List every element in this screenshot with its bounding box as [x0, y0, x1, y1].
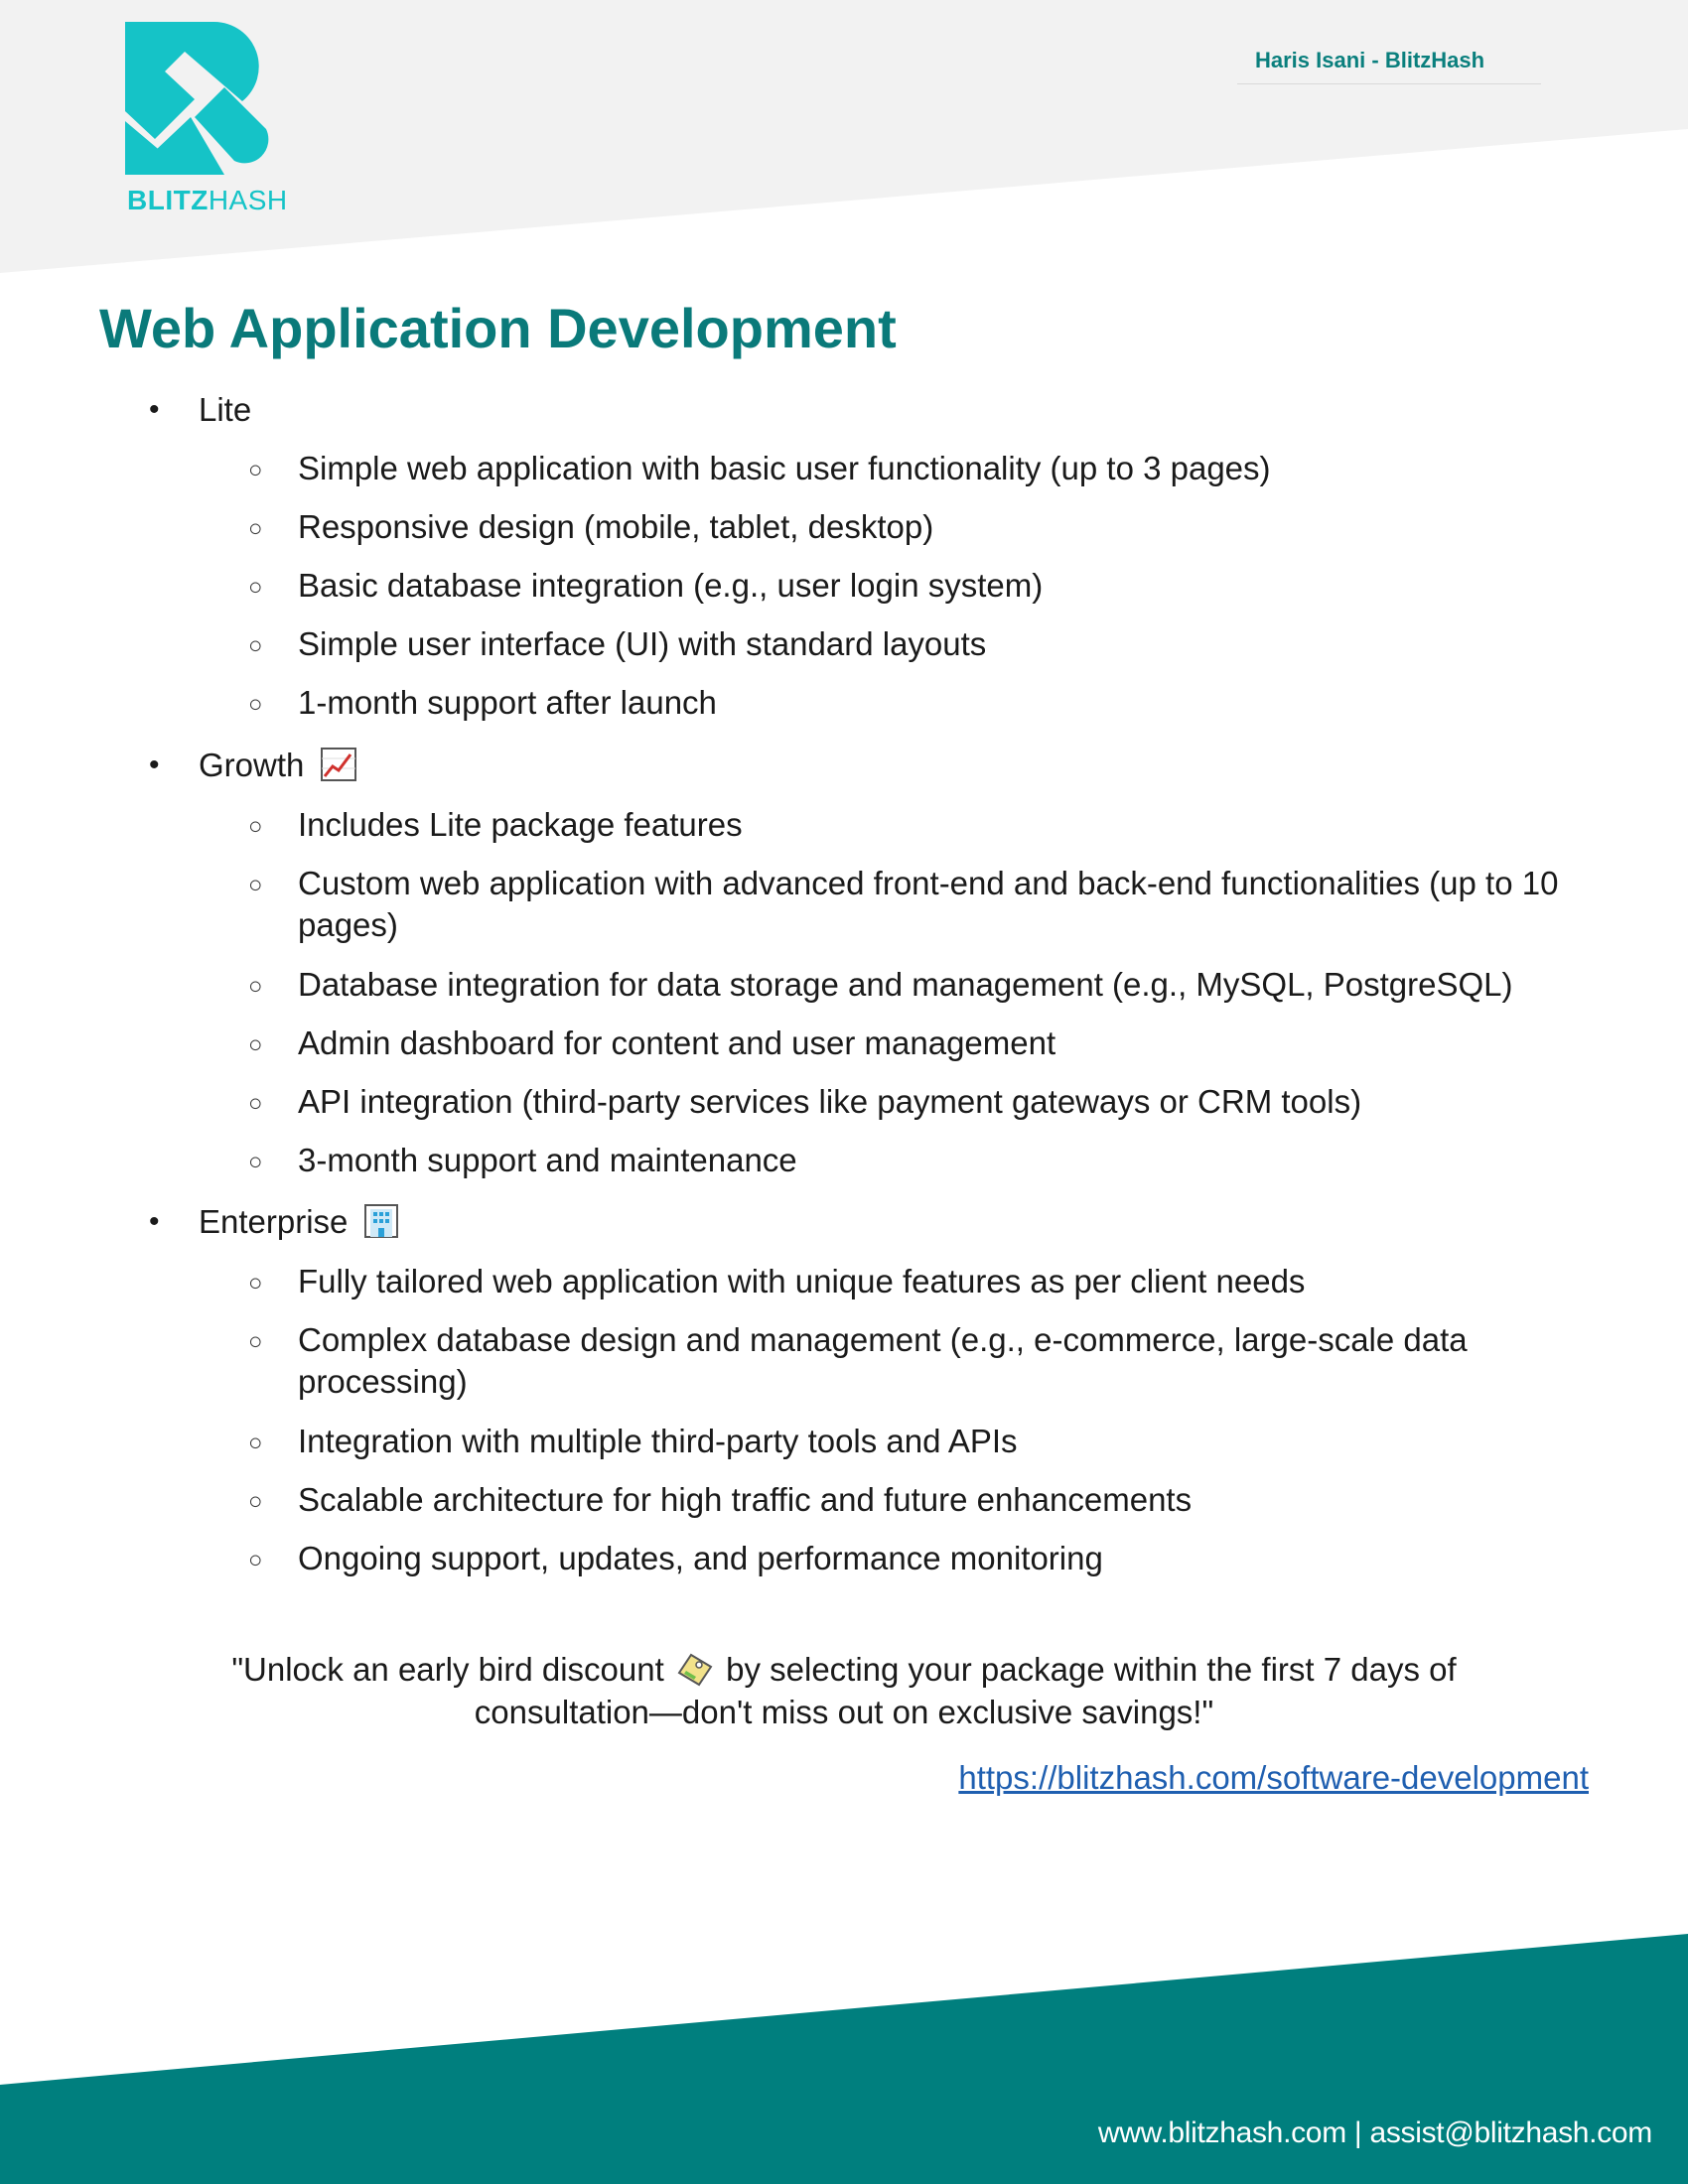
page-title: Web Application Development: [99, 297, 897, 359]
circle-bullet-icon: ○: [248, 632, 263, 659]
circle-bullet-icon: ○: [248, 872, 263, 898]
promo-quote: [149, 1648, 1539, 1733]
feature-text: Responsive design (mobile, tablet, desktop): [298, 508, 934, 545]
circle-bullet-icon: ○: [248, 691, 263, 718]
circle-bullet-icon: ○: [248, 1328, 263, 1355]
feature-text: Simple web application with basic user functionality (up to 3 pages): [298, 450, 1271, 486]
circle-bullet-icon: ○: [248, 1149, 263, 1175]
feature-text: Integration with multiple third-party tools and APIs: [298, 1423, 1018, 1459]
blitzhash-logo-mark-icon: [125, 22, 274, 181]
office-building-icon: [363, 1203, 399, 1239]
circle-bullet-icon: ○: [248, 574, 263, 601]
circle-bullet-icon: ○: [248, 1430, 263, 1456]
feature-text: 3-month support and maintenance: [298, 1142, 797, 1178]
bullet-icon: •: [149, 749, 160, 781]
package-name: Lite: [199, 391, 252, 428]
list-item: [248, 565, 1589, 607]
software-development-link[interactable]: https://blitzhash.com/software-development: [958, 1759, 1589, 1796]
circle-bullet-icon: ○: [248, 1270, 263, 1297]
list-item: [248, 863, 1589, 946]
circle-bullet-icon: ○: [248, 457, 263, 483]
list-item: [248, 623, 1589, 665]
feature-text: 1-month support after launch: [298, 684, 717, 721]
logo-wordmark-light: HASH: [208, 185, 288, 215]
list-item: [248, 1261, 1589, 1302]
list-item: [248, 1479, 1589, 1521]
list-item: [248, 1081, 1589, 1123]
list-item: [248, 1140, 1589, 1181]
quote-text-end: by selecting your package within the first 7 days of consultation—don't miss out on exclusive savings!": [474, 1651, 1457, 1730]
list-item: [248, 1023, 1589, 1064]
list-item: [248, 682, 1589, 724]
circle-bullet-icon: ○: [248, 1488, 263, 1515]
feature-text: Simple user interface (UI) with standard layouts: [298, 625, 987, 662]
circle-bullet-icon: ○: [248, 813, 263, 840]
circle-bullet-icon: ○: [248, 1547, 263, 1573]
feature-text: API integration (third-party services like payment gateways or CRM tools): [298, 1083, 1362, 1120]
header-author: Haris Isani - BlitzHash: [1237, 48, 1541, 84]
list-item: [248, 964, 1589, 1006]
feature-text: Scalable architecture for high traffic and future enhancements: [298, 1481, 1193, 1518]
circle-bullet-icon: ○: [248, 1031, 263, 1058]
bullet-icon: •: [149, 1205, 160, 1238]
logo-wordmark-bold: BLITZ: [127, 185, 209, 215]
feature-text: Basic database integration (e.g., user login system): [298, 567, 1044, 604]
feature-text: Custom web application with advanced front-end and back-end functionalities (up to 10 pages): [298, 865, 1559, 943]
package-name: Enterprise: [199, 1203, 349, 1240]
list-item: [248, 506, 1589, 548]
circle-bullet-icon: ○: [248, 973, 263, 1000]
money-tag-icon: [677, 1653, 713, 1687]
list-item: [248, 1319, 1589, 1403]
quote-text-start: "Unlock an early bird discount: [231, 1651, 664, 1688]
chart-increasing-icon: [320, 747, 357, 782]
footer-contact: www.blitzhash.com | assist@blitzhash.com: [1097, 2116, 1652, 2149]
package-lite: [149, 389, 252, 431]
bullet-icon: •: [149, 393, 160, 426]
feature-text: Database integration for data storage and management (e.g., MySQL, PostgreSQL): [298, 966, 1513, 1003]
feature-text: Fully tailored web application with unique features as per client needs: [298, 1263, 1306, 1299]
feature-text: Complex database design and management (e.g., e-commerce, large-scale data processing): [298, 1321, 1468, 1400]
list-item: [248, 804, 1589, 846]
package-enterprise: [149, 1201, 399, 1243]
circle-bullet-icon: ○: [248, 1090, 263, 1117]
list-item: [248, 448, 1589, 489]
feature-text: Ongoing support, updates, and performance monitoring: [298, 1540, 1103, 1576]
logo-wordmark: [127, 185, 288, 216]
list-item: [248, 1538, 1589, 1579]
feature-text: Includes Lite package features: [298, 806, 743, 843]
feature-text: Admin dashboard for content and user management: [298, 1024, 1056, 1061]
package-name: Growth: [199, 747, 305, 783]
package-growth: [149, 745, 357, 786]
circle-bullet-icon: ○: [248, 515, 263, 542]
list-item: [248, 1421, 1589, 1462]
